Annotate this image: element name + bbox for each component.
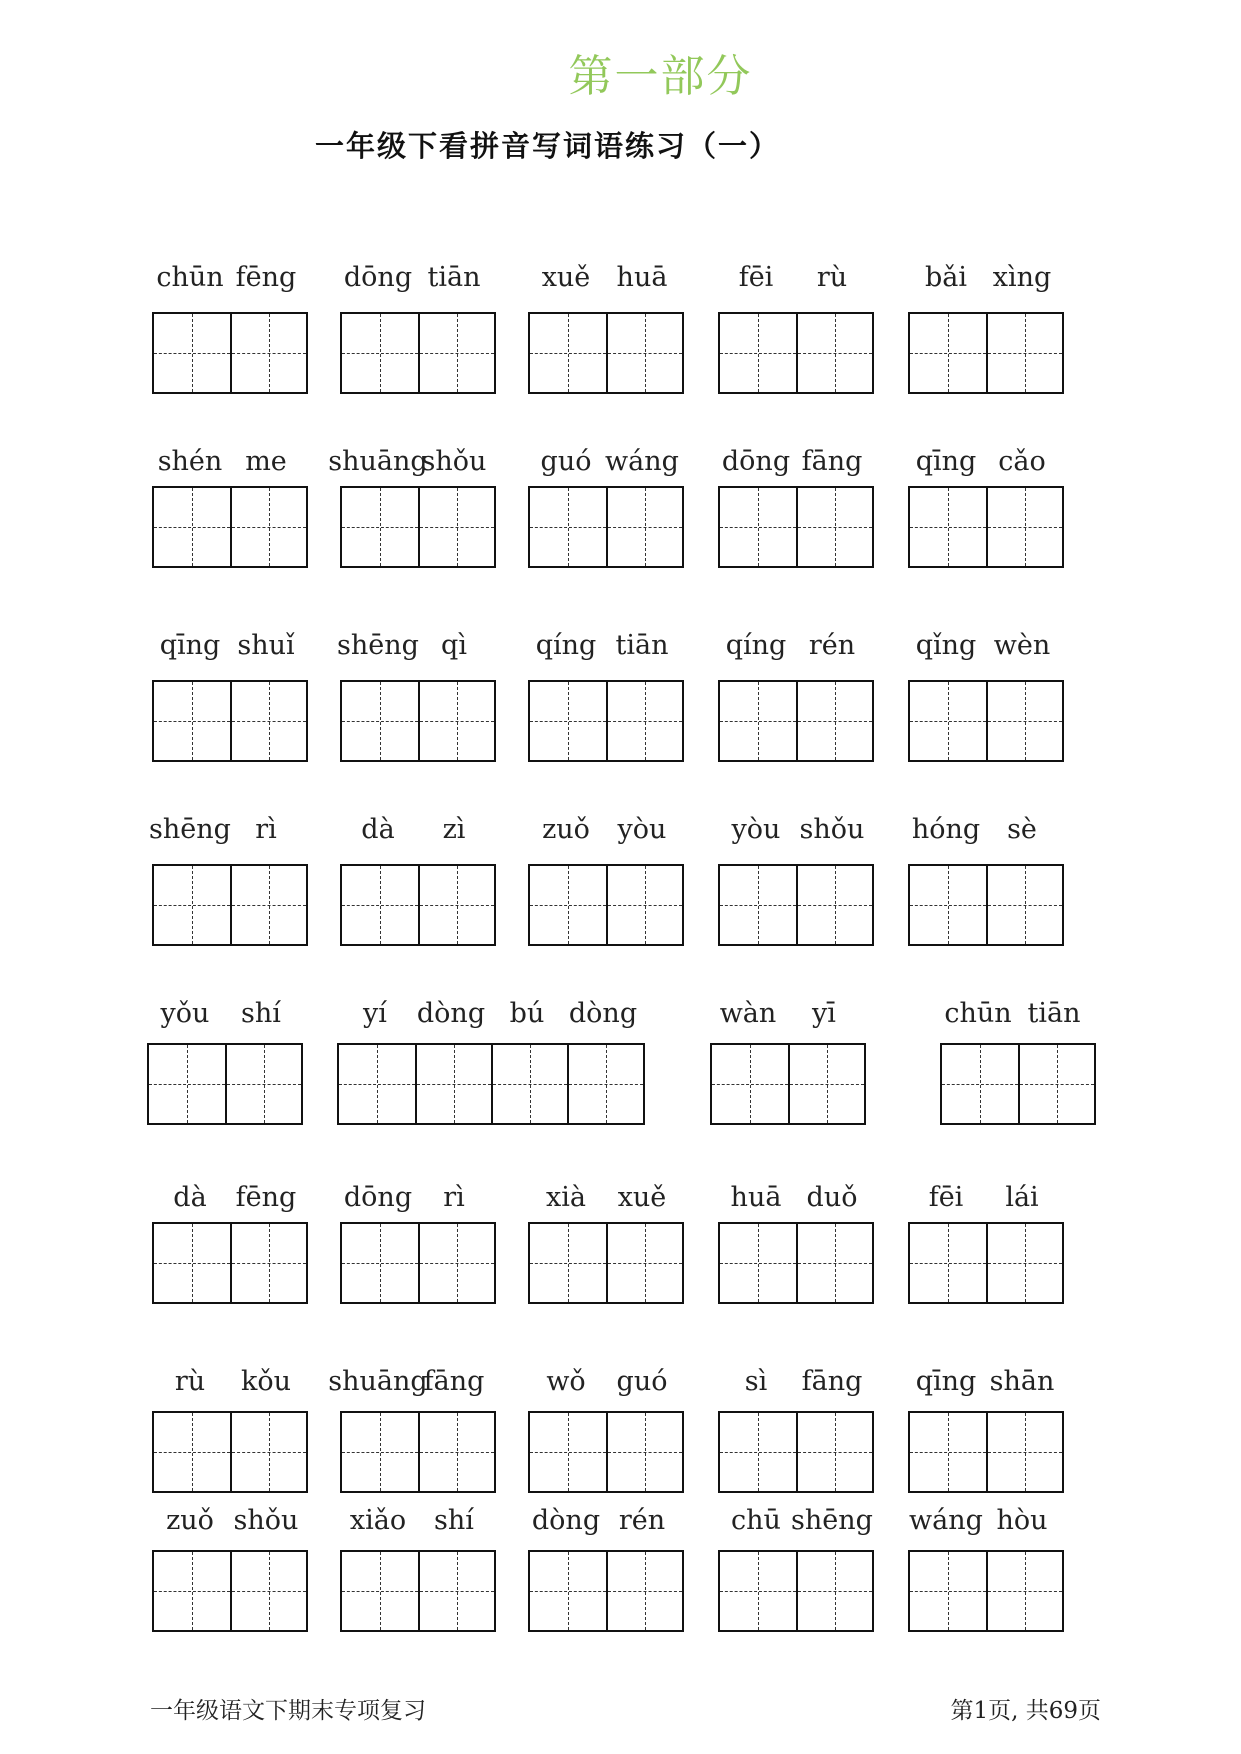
character-cell[interactable] [986,1224,1062,1302]
pinyin-syllable: hóng [911,814,981,845]
pinyin-syllable: shǒu [233,1505,299,1536]
character-cell[interactable] [606,488,682,566]
pinyin-syllable: xuě [617,1182,667,1213]
pinyin-label [528,630,680,670]
pinyin-syllable: shēng [791,1505,873,1536]
character-cell[interactable] [530,1552,606,1630]
pinyin-syllable: cǎo [998,446,1046,477]
pinyin-syllable: shǒu [799,814,865,845]
pinyin-syllable: qīng [915,446,977,477]
character-cell[interactable] [986,1413,1062,1491]
pinyin-label [152,1366,304,1406]
pinyin-syllable: dà [173,1182,207,1213]
pinyin-syllable: xuě [541,262,591,293]
writing-grid[interactable] [908,1222,1064,1304]
pinyin-label [908,814,1060,854]
character-cell[interactable] [720,488,796,566]
pinyin-syllable: fāng [801,446,863,477]
writing-grid[interactable] [718,1411,874,1493]
character-cell[interactable] [149,1045,225,1123]
character-cell[interactable] [418,1552,494,1630]
character-cell[interactable] [796,1552,872,1630]
writing-grid[interactable] [152,486,308,568]
pinyin-label [340,814,492,854]
pinyin-syllable: shí [434,1505,474,1536]
character-cell[interactable] [230,314,306,392]
pinyin-syllable: shuāng [328,1366,428,1397]
character-cell[interactable] [910,314,986,392]
character-cell[interactable] [530,1413,606,1491]
pinyin-syllable: fāng [423,1366,485,1397]
pinyin-label [340,1182,492,1222]
pinyin-syllable: rén [808,630,856,661]
pinyin-syllable: shēng [337,630,419,661]
character-cell[interactable] [418,314,494,392]
pinyin-syllable: wàn [719,998,777,1029]
character-cell[interactable] [154,682,230,760]
character-cell[interactable] [910,682,986,760]
character-cell[interactable] [418,488,494,566]
character-cell[interactable] [530,682,606,760]
pinyin-syllable: me [245,446,287,477]
character-cell[interactable] [796,1224,872,1302]
character-cell[interactable] [910,1224,986,1302]
pinyin-syllable: shān [989,1366,1055,1397]
pinyin-syllable: dòng [416,998,486,1029]
writing-grid[interactable] [718,1222,874,1304]
pinyin-syllable: qíng [535,630,597,661]
character-cell[interactable] [530,1224,606,1302]
pinyin-syllable: tiān [427,262,481,293]
character-cell[interactable] [418,1413,494,1491]
character-cell[interactable] [788,1045,864,1123]
writing-grid[interactable] [718,312,874,394]
writing-grid[interactable] [718,1550,874,1632]
character-cell[interactable] [342,314,418,392]
pinyin-syllable: dōng [343,262,413,293]
character-cell[interactable] [154,314,230,392]
pinyin-syllable: tiān [1027,998,1081,1029]
pinyin-syllable: duǒ [806,1182,858,1213]
character-cell[interactable] [720,1413,796,1491]
character-cell[interactable] [910,488,986,566]
pinyin-syllable: sè [1007,814,1037,845]
pinyin-syllable: xià [546,1182,586,1213]
writing-grid[interactable] [718,486,874,568]
pinyin-syllable: tiān [615,630,669,661]
character-cell[interactable] [418,1224,494,1302]
character-cell[interactable] [342,682,418,760]
pinyin-label [718,262,870,302]
pinyin-syllable: fāng [801,1366,863,1397]
character-cell[interactable] [942,1045,1018,1123]
pinyin-label [908,1366,1060,1406]
pinyin-label [528,446,680,486]
writing-grid[interactable] [908,486,1064,568]
pinyin-syllable: rì [443,1182,465,1213]
character-cell[interactable] [712,1045,788,1123]
character-cell[interactable] [796,682,872,760]
pinyin-syllable: shēng [149,814,231,845]
character-cell[interactable] [230,488,306,566]
character-cell[interactable] [986,314,1062,392]
pinyin-label [337,630,492,670]
character-cell[interactable] [342,1552,418,1630]
character-cell[interactable] [606,1413,682,1491]
pinyin-label [908,262,1060,302]
footer-page-number: 第1页, 共69页 [950,1698,1101,1724]
writing-grid[interactable] [147,1043,303,1125]
character-cell[interactable] [154,866,230,944]
pinyin-syllable: huā [730,1182,782,1213]
character-cell[interactable] [1018,1045,1094,1123]
pinyin-syllable: xìng [992,262,1052,293]
character-cell[interactable] [986,682,1062,760]
pinyin-label [718,630,870,670]
character-cell[interactable] [339,1045,415,1123]
pinyin-syllable: fēng [235,1182,297,1213]
pinyin-label [908,446,1060,486]
character-cell[interactable] [230,866,306,944]
pinyin-syllable: dòng [531,1505,601,1536]
writing-grid[interactable] [710,1043,866,1125]
writing-grid[interactable] [718,864,874,946]
character-cell[interactable] [154,1552,230,1630]
pinyin-syllable: hòu [996,1505,1048,1536]
character-cell[interactable] [720,314,796,392]
writing-grid[interactable] [528,486,684,568]
pinyin-syllable: bú [509,998,545,1029]
character-cell[interactable] [342,488,418,566]
writing-grid[interactable] [528,680,684,762]
writing-grid[interactable] [152,312,308,394]
character-cell[interactable] [342,1413,418,1491]
pinyin-label [328,446,492,486]
writing-grid[interactable] [528,864,684,946]
writing-grid[interactable] [340,1411,496,1493]
character-cell[interactable] [225,1045,301,1123]
writing-grid[interactable] [340,864,496,946]
pinyin-syllable: yǒu [160,998,210,1029]
writing-grid[interactable] [908,680,1064,762]
character-cell[interactable] [986,488,1062,566]
pinyin-syllable: qíng [725,630,787,661]
writing-grid[interactable] [908,864,1064,946]
pinyin-label [152,1182,304,1222]
pinyin-syllable: guó [540,446,592,477]
pinyin-label [718,1182,870,1222]
pinyin-syllable: fēi [738,262,774,293]
character-cell[interactable] [230,682,306,760]
pinyin-syllable: shuǐ [237,630,295,661]
pinyin-label [528,1505,680,1545]
pinyin-syllable: dà [361,814,395,845]
character-cell[interactable] [342,866,418,944]
pinyin-syllable: shǒu [421,446,487,477]
pinyin-label [528,1366,680,1406]
pinyin-label [528,814,680,854]
pinyin-syllable: wáng [605,446,679,477]
pinyin-syllable: fēng [235,262,297,293]
writing-grid[interactable] [340,1222,496,1304]
pinyin-label [337,998,641,1038]
character-cell[interactable] [986,866,1062,944]
character-cell[interactable] [154,488,230,566]
character-cell[interactable] [606,1224,682,1302]
writing-grid[interactable] [908,1411,1064,1493]
writing-grid[interactable] [340,680,496,762]
pinyin-syllable: qīng [159,630,221,661]
pinyin-label [718,814,870,854]
pinyin-label [710,998,862,1038]
character-cell[interactable] [530,866,606,944]
writing-grid[interactable] [337,1043,645,1125]
character-cell[interactable] [418,866,494,944]
pinyin-syllable: qǐng [915,630,977,661]
pinyin-label [340,262,492,302]
writing-grid[interactable] [908,312,1064,394]
character-cell[interactable] [796,1413,872,1491]
pinyin-label [908,1505,1060,1545]
pinyin-label [908,630,1060,670]
pinyin-label [340,1505,492,1545]
writing-grid[interactable] [340,312,496,394]
pinyin-syllable: yī [812,998,836,1029]
pinyin-syllable: rù [816,262,848,293]
character-cell[interactable] [796,866,872,944]
character-cell[interactable] [796,314,872,392]
pinyin-label [147,998,299,1038]
pinyin-syllable: xiǎo [349,1505,407,1536]
pinyin-label [152,1505,304,1545]
pinyin-syllable: chūn [156,262,224,293]
character-cell[interactable] [154,1224,230,1302]
writing-grid[interactable] [528,1411,684,1493]
pinyin-label [152,630,304,670]
character-cell[interactable] [415,1045,491,1123]
pinyin-syllable: rén [618,1505,666,1536]
writing-grid[interactable] [908,1550,1064,1632]
pinyin-syllable: chū [731,1505,781,1536]
character-cell[interactable] [720,1224,796,1302]
character-cell[interactable] [796,488,872,566]
writing-grid[interactable] [940,1043,1096,1125]
character-cell[interactable] [910,1552,986,1630]
pinyin-label [718,1505,873,1545]
character-cell[interactable] [418,682,494,760]
pinyin-label [940,998,1092,1038]
character-cell[interactable] [606,682,682,760]
pinyin-syllable: wǒ [546,1366,586,1397]
pinyin-syllable: shuāng [328,446,428,477]
pinyin-syllable: zuǒ [166,1505,214,1536]
pinyin-syllable: dōng [721,446,791,477]
pinyin-syllable: yí [363,998,387,1029]
writing-grid[interactable] [152,1411,308,1493]
character-cell[interactable] [530,314,606,392]
character-cell[interactable] [342,1224,418,1302]
pinyin-syllable: rù [174,1366,206,1397]
pinyin-syllable: yòu [731,814,781,845]
pinyin-syllable: guó [616,1366,668,1397]
pinyin-syllable: dōng [343,1182,413,1213]
pinyin-syllable: sì [744,1366,768,1397]
writing-grid[interactable] [340,1550,496,1632]
character-cell[interactable] [910,866,986,944]
pinyin-syllable: shí [241,998,281,1029]
pinyin-syllable: lái [1005,1182,1039,1213]
pinyin-label [718,446,870,486]
pinyin-syllable: qì [441,630,467,661]
character-cell[interactable] [720,1552,796,1630]
pinyin-syllable: shén [157,446,223,477]
character-cell[interactable] [567,1045,643,1123]
pinyin-syllable: dòng [568,998,638,1029]
pinyin-syllable: kǒu [240,1366,292,1397]
writing-grid[interactable] [152,864,308,946]
character-cell[interactable] [530,488,606,566]
pinyin-syllable: zuǒ [542,814,590,845]
pinyin-label [528,1182,680,1222]
pinyin-label [528,262,680,302]
pinyin-syllable: yòu [617,814,667,845]
pinyin-syllable: wáng [909,1505,983,1536]
character-cell[interactable] [606,314,682,392]
pinyin-syllable: fēi [928,1182,964,1213]
pinyin-syllable: bǎi [924,262,968,293]
writing-grid[interactable] [152,1222,308,1304]
pinyin-label [718,1366,870,1406]
pinyin-syllable: chūn [944,998,1012,1029]
pinyin-label [328,1366,492,1406]
character-cell[interactable] [491,1045,567,1123]
writing-grid[interactable] [528,1222,684,1304]
pinyin-label [152,262,304,302]
section-title: 第一部分 [568,51,753,102]
writing-grid[interactable] [528,312,684,394]
pinyin-syllable: wèn [993,630,1051,661]
worksheet-title: 一年级下看拼音写词语练习（一） [315,129,781,163]
character-cell[interactable] [606,1552,682,1630]
pinyin-label [908,1182,1060,1222]
footer-course-label: 一年级语文下期末专项复习 [150,1698,426,1724]
writing-grid[interactable] [152,1550,308,1632]
character-cell[interactable] [606,866,682,944]
writing-grid[interactable] [152,680,308,762]
writing-grid[interactable] [718,680,874,762]
character-cell[interactable] [720,682,796,760]
character-cell[interactable] [154,1413,230,1491]
character-cell[interactable] [986,1552,1062,1630]
character-cell[interactable] [230,1413,306,1491]
character-cell[interactable] [720,866,796,944]
character-cell[interactable] [230,1224,306,1302]
pinyin-label [149,814,304,854]
character-cell[interactable] [230,1552,306,1630]
character-cell[interactable] [910,1413,986,1491]
pinyin-syllable: zì [442,814,466,845]
writing-grid[interactable] [340,486,496,568]
writing-grid[interactable] [528,1550,684,1632]
pinyin-label [152,446,304,486]
pinyin-syllable: qīng [915,1366,977,1397]
pinyin-syllable: rì [255,814,277,845]
pinyin-syllable: huā [616,262,668,293]
